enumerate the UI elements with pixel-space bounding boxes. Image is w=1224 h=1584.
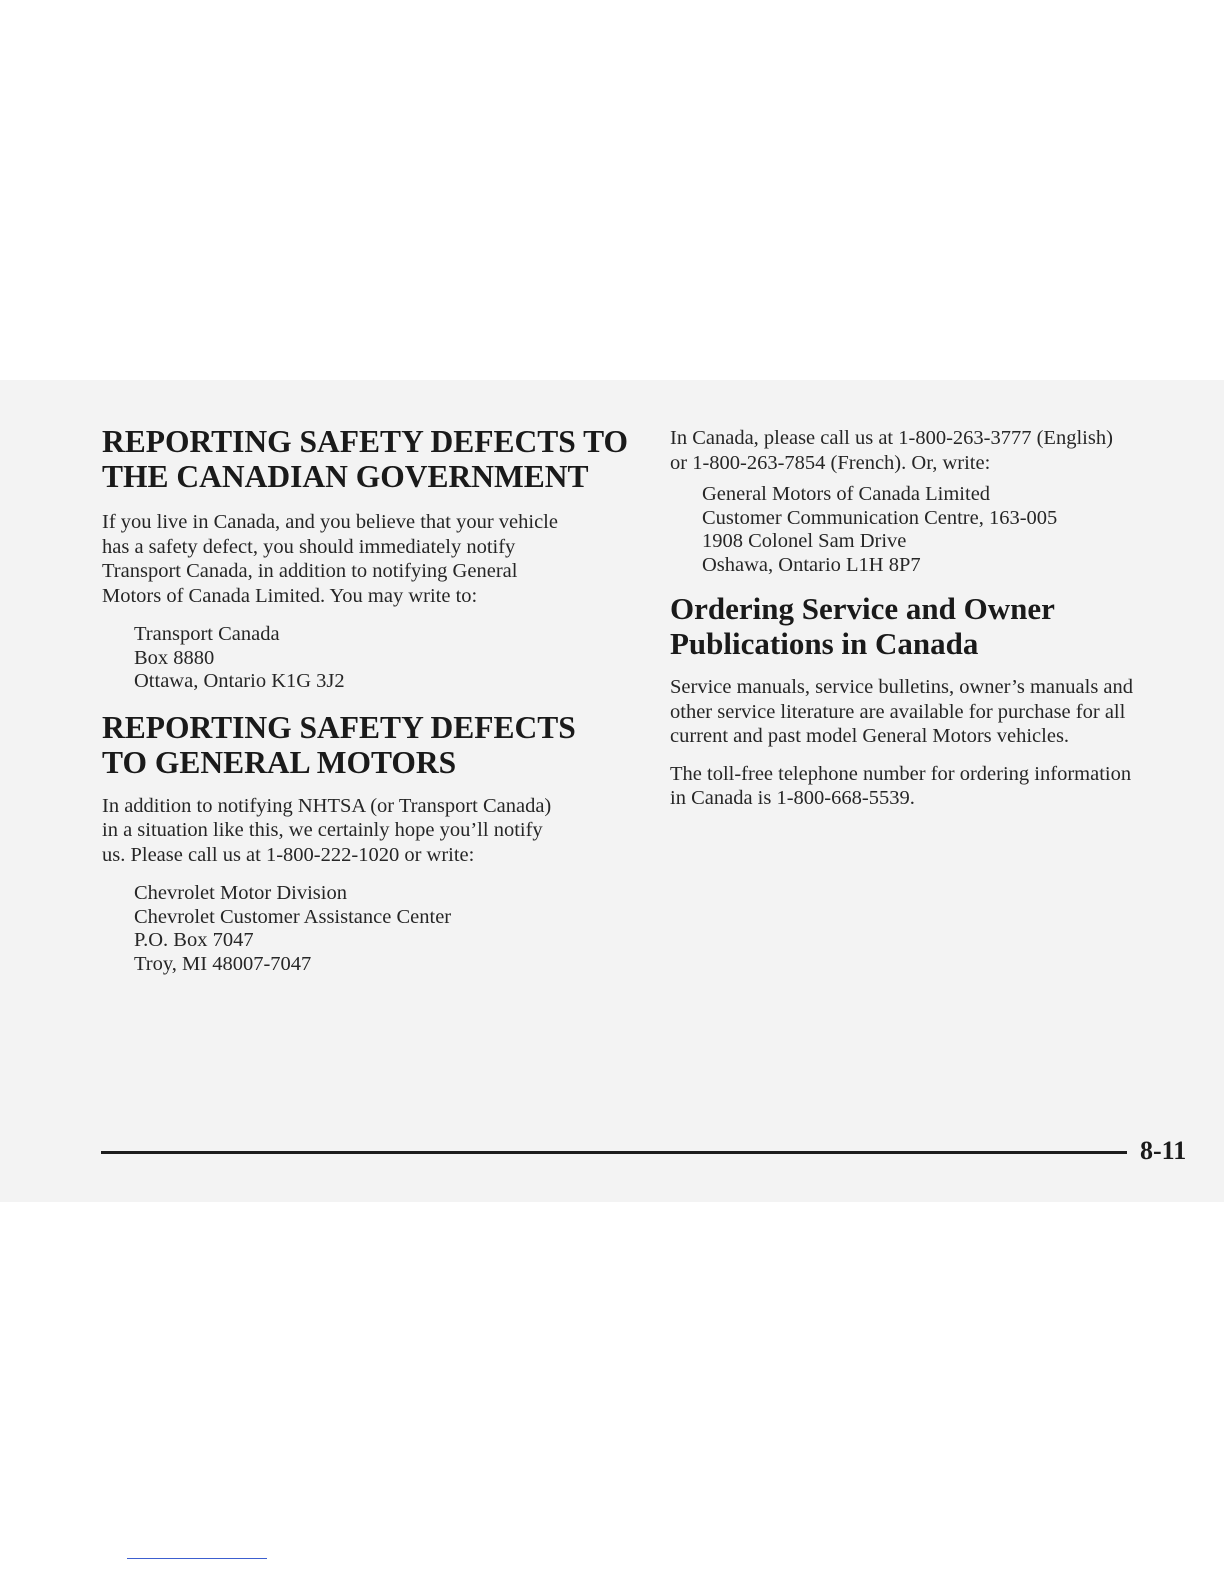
heading-line: REPORTING SAFETY DEFECTS bbox=[102, 709, 576, 745]
text-line: In Canada, please call us at 1-800-263-3777 (English) bbox=[670, 427, 1113, 449]
link-underline bbox=[127, 1558, 267, 1559]
paragraph-gm-notify bbox=[102, 794, 642, 868]
address-line: Chevrolet Customer Assistance Center bbox=[134, 905, 452, 928]
address-line: General Motors of Canada Limited bbox=[702, 483, 991, 505]
address-line: Transport Canada bbox=[134, 623, 280, 645]
paragraph-canada-notify bbox=[102, 510, 642, 608]
address-line: Customer Communication Centre, 163-005 bbox=[702, 506, 1058, 529]
text-line: us. Please call us at 1-800-222-1020 or write: bbox=[102, 843, 475, 866]
text-line: In addition to notifying NHTSA (or Transport Canada) bbox=[102, 794, 552, 817]
paragraph-canada-call bbox=[670, 426, 1200, 475]
text-line: has a safety defect, you should immediately notify bbox=[102, 535, 516, 558]
address-line: Troy, MI 48007-7047 bbox=[134, 952, 312, 975]
right-column bbox=[670, 426, 1200, 811]
address-chevrolet bbox=[102, 882, 642, 976]
text-line: Motors of Canada Limited. You may write to: bbox=[102, 584, 478, 607]
text-line: or 1-800-263-7854 (French). Or, write: bbox=[670, 451, 991, 474]
address-line: P.O. Box 7047 bbox=[134, 929, 254, 951]
text-line: in a situation like this, we certainly hope you’ll notify bbox=[102, 819, 543, 841]
heading-ordering-publications bbox=[670, 591, 1200, 661]
text-line: Service manuals, service bulletins, owner’s manuals and bbox=[670, 676, 1134, 698]
address-line: Oshawa, Ontario L1H 8P7 bbox=[702, 553, 921, 576]
left-column bbox=[102, 424, 642, 976]
text-line: Transport Canada, in addition to notifying General bbox=[102, 560, 518, 582]
address-line: Ottawa, Ontario K1G 3J2 bbox=[134, 670, 345, 692]
heading-canadian-government bbox=[102, 424, 642, 494]
address-transport-canada bbox=[102, 623, 642, 694]
page-number: 8-11 bbox=[1140, 1136, 1187, 1165]
heading-general-motors bbox=[102, 710, 642, 780]
footer-rule bbox=[101, 1151, 1127, 1154]
heading-line: REPORTING SAFETY DEFECTS TO bbox=[102, 424, 629, 459]
heading-line: TO GENERAL MOTORS bbox=[102, 744, 457, 780]
paragraph-service-manuals bbox=[670, 675, 1200, 749]
text-line: The toll-free telephone number for ordering information bbox=[670, 762, 1132, 785]
address-line: 1908 Colonel Sam Drive bbox=[702, 530, 907, 552]
text-line: in Canada is 1-800-668-5539. bbox=[670, 787, 915, 809]
text-line: current and past model General Motors vehicles. bbox=[670, 725, 1070, 747]
paragraph-toll-free bbox=[670, 762, 1200, 811]
heading-line: THE CANADIAN GOVERNMENT bbox=[102, 459, 589, 494]
heading-line: Publications in Canada bbox=[670, 626, 979, 661]
text-line: If you live in Canada, and you believe that your vehicle bbox=[102, 511, 558, 533]
address-gm-canada bbox=[670, 483, 1200, 577]
address-line: Chevrolet Motor Division bbox=[134, 882, 347, 904]
text-line: other service literature are available for purchase for all bbox=[670, 700, 1126, 723]
heading-line: Ordering Service and Owner bbox=[670, 591, 1055, 626]
page-panel bbox=[0, 380, 1224, 1202]
address-line: Box 8880 bbox=[134, 646, 215, 669]
